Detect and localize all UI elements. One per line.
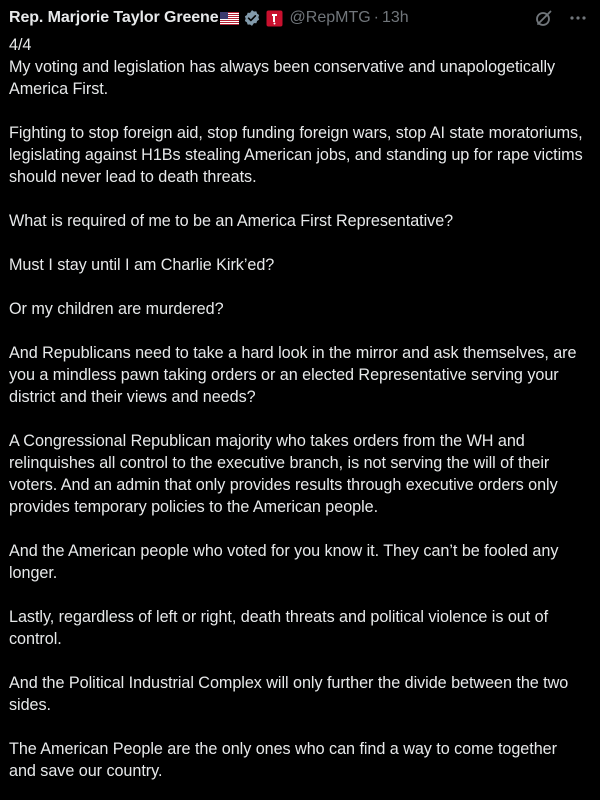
affiliation-badge-icon[interactable] xyxy=(266,10,283,27)
post-paragraph: A Congressional Republican majority who takes orders from the WH and relinquishes all control to the executive branch, is not serving the will of their voters. And an admin that only provides results through executive orders only provides temporary policies to the American people. xyxy=(9,432,558,516)
post-paragraph: Must I stay until I am Charlie Kirk’ed? xyxy=(9,256,275,274)
grok-icon[interactable] xyxy=(534,8,554,28)
post-actions xyxy=(534,6,588,30)
separator-dot: · xyxy=(373,9,379,26)
post-paragraph: And the American people who voted for you know it. They can’t be fooled any longer. xyxy=(9,542,559,582)
post-body xyxy=(9,34,588,782)
author-handle[interactable]: @RepMTG xyxy=(289,9,371,26)
post-paragraph: 4/4 My voting and legislation has always been conservative and unapologetically America First. xyxy=(9,36,556,98)
post-paragraph: Or my children are murdered? xyxy=(9,300,224,318)
more-options-icon[interactable] xyxy=(568,8,588,28)
us-flag-icon xyxy=(220,12,239,25)
post-paragraph: And Republicans need to take a hard look in the mirror and ask themselves, are you a mindless pawn taking orders or an elected Representative serving your district and their views and needs? xyxy=(9,344,577,406)
post-timestamp[interactable]: 13h xyxy=(382,9,409,26)
post-paragraph: What is required of me to be an America First Representative? xyxy=(9,212,454,230)
post-paragraph: Lastly, regardless of left or right, death threats and political violence is out of control. xyxy=(9,608,549,648)
author-name[interactable]: Rep. Marjorie Taylor Greene xyxy=(9,9,219,26)
post-paragraph: The American People are the only ones who can find a way to come together and save our country. xyxy=(9,740,557,780)
verified-badge-icon[interactable] xyxy=(243,9,261,27)
post-paragraph: Fighting to stop foreign aid, stop funding foreign wars, stop AI state moratoriums, legislating against H1Bs stealing American jobs, and standing up for rape victims should never lead to death threats. xyxy=(9,124,583,186)
post-paragraph: And the Political Industrial Complex will only further the divide between the two sides. xyxy=(9,674,569,714)
post-header xyxy=(9,6,588,30)
